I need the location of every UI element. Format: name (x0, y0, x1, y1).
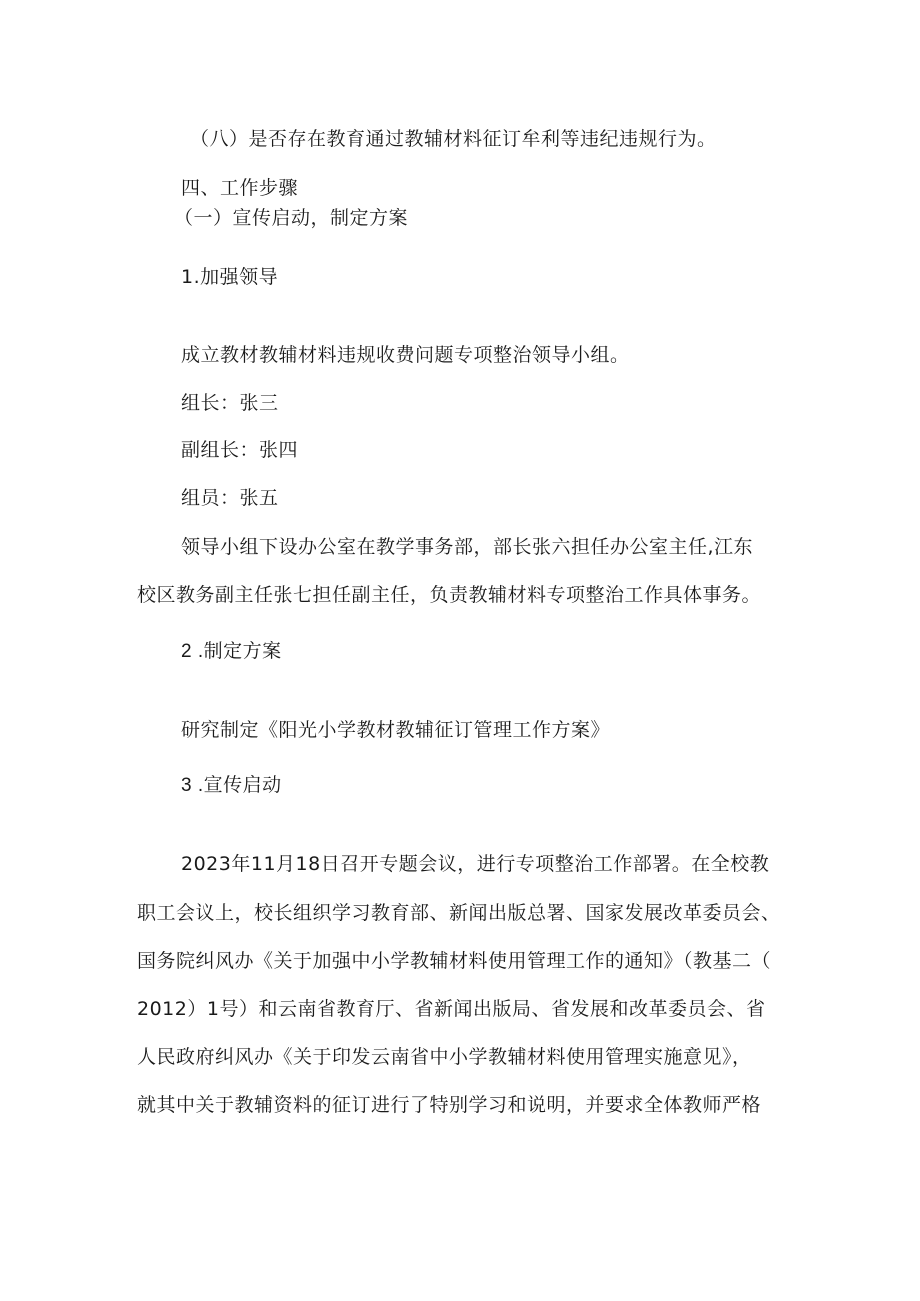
leadership-group-line: 成立教材教辅材料违规收费问题专项整治领导小组。 (181, 344, 630, 366)
group-member-line: 组员：张五 (181, 487, 279, 509)
group-leader-line: 组长：张三 (181, 392, 279, 414)
section-four-heading: 四、工作步骤 (181, 177, 299, 199)
meeting-paragraph-line-4: 2012）1号）和云南省教育厅、省新闻出版局、省发展和改革委员会、省 (137, 998, 766, 1020)
meeting-paragraph-line-3: 国务院纠风办《关于加强中小学教辅材料使用管理工作的通知》（教基二（ (137, 950, 772, 972)
deputy-leader-line: 副组长：张四 (181, 439, 299, 461)
office-paragraph-line-1: 领导小组下设办公室在教学事务部，部长张六担任办公室主任,江东 (181, 536, 754, 558)
meeting-paragraph-line-6: 就其中关于教辅资料的征订进行了特别学习和说明，并要求全体教师严格 (137, 1094, 762, 1116)
step-1-heading: 1.加强领导 (181, 266, 279, 288)
item-eight-line: （八）是否存在教育通过教辅材料征订牟利等违纪违规行为。 (190, 128, 717, 150)
meeting-paragraph-line-2: 职工会议上，校长组织学习教育部、新闻出版总署、国家发展改革委员会、 (137, 902, 781, 924)
subsection-one-heading: （一）宣传启动，制定方案 (174, 207, 409, 229)
step-2-heading: 2 .制定方案 (181, 641, 282, 662)
plan-line: 研究制定《阳光小学教材教辅征订管理工作方案》 (181, 719, 611, 741)
step-3-heading: 3 .宣传启动 (181, 775, 282, 796)
meeting-paragraph-line-5: 人民政府纠风办《关于印发云南省中小学教辅材料使用管理实施意见》， (137, 1046, 752, 1068)
meeting-paragraph-line-1: 2023年11月18日召开专题会议，进行专项整治工作部署。在全校教 (181, 853, 770, 875)
office-paragraph-line-2: 校区教务副主任张七担任副主任，负责教辅材料专项整治工作具体事务。 (137, 584, 762, 606)
